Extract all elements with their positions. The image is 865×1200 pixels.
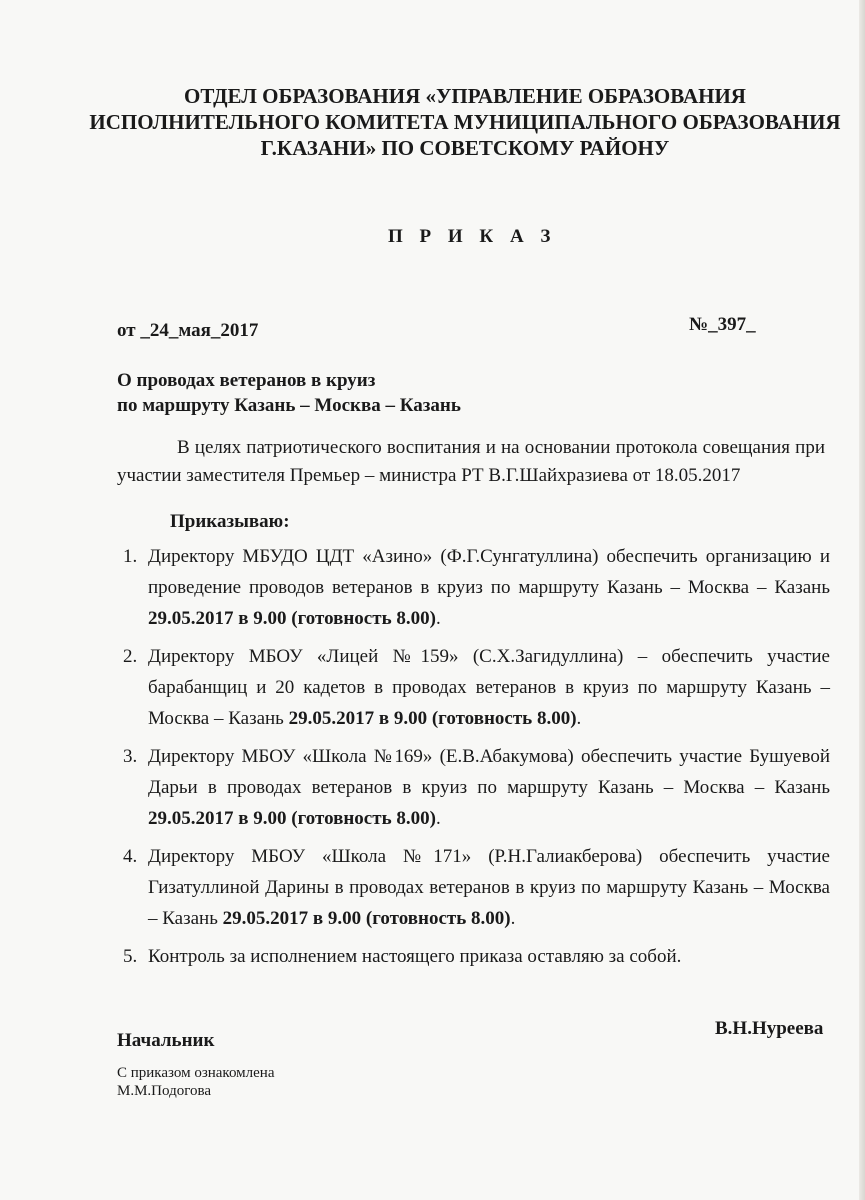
order-item-text: Директору МБОУ «Школа №169» (Е.В.Абакумова) обеспечить участие Бушуевой Дарьи в проводах ветеранов в круиз по маршруту Казань – Москва – Казань — [148, 746, 830, 798]
order-items-list — [118, 541, 830, 979]
order-item-text: Директору МБОУ «Лицей №159» (С.Х.Загидуллина) – обеспечить участие барабанщиц и 20 кадетов в проводах ветеранов в круиз по маршруту Казань – Москва – Казань — [148, 646, 830, 729]
acknowledgement-line-2: М.М.Подогова — [117, 1083, 212, 1099]
order-item-text: Директору МБУДО ЦДТ «Азино» (Ф.Г.Сунгатуллина) обеспечить организацию и проведение проводов ветеранов в круиз по маршруту Казань – Москва – Казань — [148, 546, 830, 598]
order-item-datetime: 29.05.2017 в 9.00 (готовность 8.00) — [288, 708, 577, 729]
order-item — [118, 541, 830, 634]
acknowledgement-line-1: С приказом ознакомлена — [117, 1065, 275, 1081]
order-item-datetime: 29.05.2017 в 9.00 (готовность 8.00) — [222, 908, 511, 929]
order-item-end: . — [576, 708, 582, 729]
order-item-end: . — [435, 808, 441, 829]
order-item — [118, 641, 830, 734]
order-item-datetime: 29.05.2017 в 9.00 (готовность 8.00) — [148, 808, 436, 829]
order-item-number: 4. — [123, 846, 138, 867]
org-header-line-3: Г.КАЗАНИ» ПО СОВЕТСКОМУ РАЙОНУ — [260, 136, 670, 160]
order-date: от _24_мая_2017 — [117, 320, 259, 341]
subject-line-2: по маршруту Казань – Москва – Казань — [117, 395, 461, 416]
order-item-end: . — [510, 908, 516, 929]
signer-title: Начальник — [117, 1030, 215, 1051]
org-header-line-2: ИСПОЛНИТЕЛЬНОГО КОМИТЕТА МУНИЦИПАЛЬНОГО ОБРАЗОВАНИЯ — [89, 110, 841, 134]
subject-line-1: О проводах ветеранов в круиз — [117, 370, 376, 391]
signer-name: В.Н.Нуреева — [715, 1018, 824, 1039]
order-subject — [117, 368, 461, 418]
order-item-text: Контроль за исполнением настоящего приказа оставляю за собой. — [148, 946, 682, 967]
order-item — [118, 841, 830, 934]
order-item-number: 3. — [123, 746, 138, 767]
order-directive: Приказываю: — [170, 511, 290, 532]
order-item-end: . — [435, 608, 441, 629]
order-item-number: 2. — [123, 646, 138, 667]
page-edge — [859, 0, 865, 1200]
preamble-paragraph: В целях патриотического воспитания и на основании протокола совещания при участии заместителя Премьер – министра РТ В.Г.Шайхразиева от 18.05.2017 — [117, 437, 825, 486]
order-item-number: 5. — [123, 946, 138, 967]
order-item-datetime: 29.05.2017 в 9.00 (готовность 8.00) — [148, 608, 436, 629]
order-number: №_397_ — [689, 314, 756, 335]
org-header — [0, 83, 865, 161]
org-header-line-1: ОТДЕЛ ОБРАЗОВАНИЯ «УПРАВЛЕНИЕ ОБРАЗОВАНИЯ — [184, 84, 746, 108]
order-item — [118, 941, 830, 972]
order-item — [118, 741, 830, 834]
document-title: П Р И К А З — [388, 226, 557, 247]
order-item-text: Директору МБОУ «Школа №171» (Р.Н.Галиакберова) обеспечить участие Гизатуллиной Дарины в проводах ветеранов в круиз по маршруту Казань – Москва – Казань — [148, 846, 830, 929]
acknowledgement-note — [117, 1064, 275, 1100]
order-item-number: 1. — [123, 546, 138, 567]
